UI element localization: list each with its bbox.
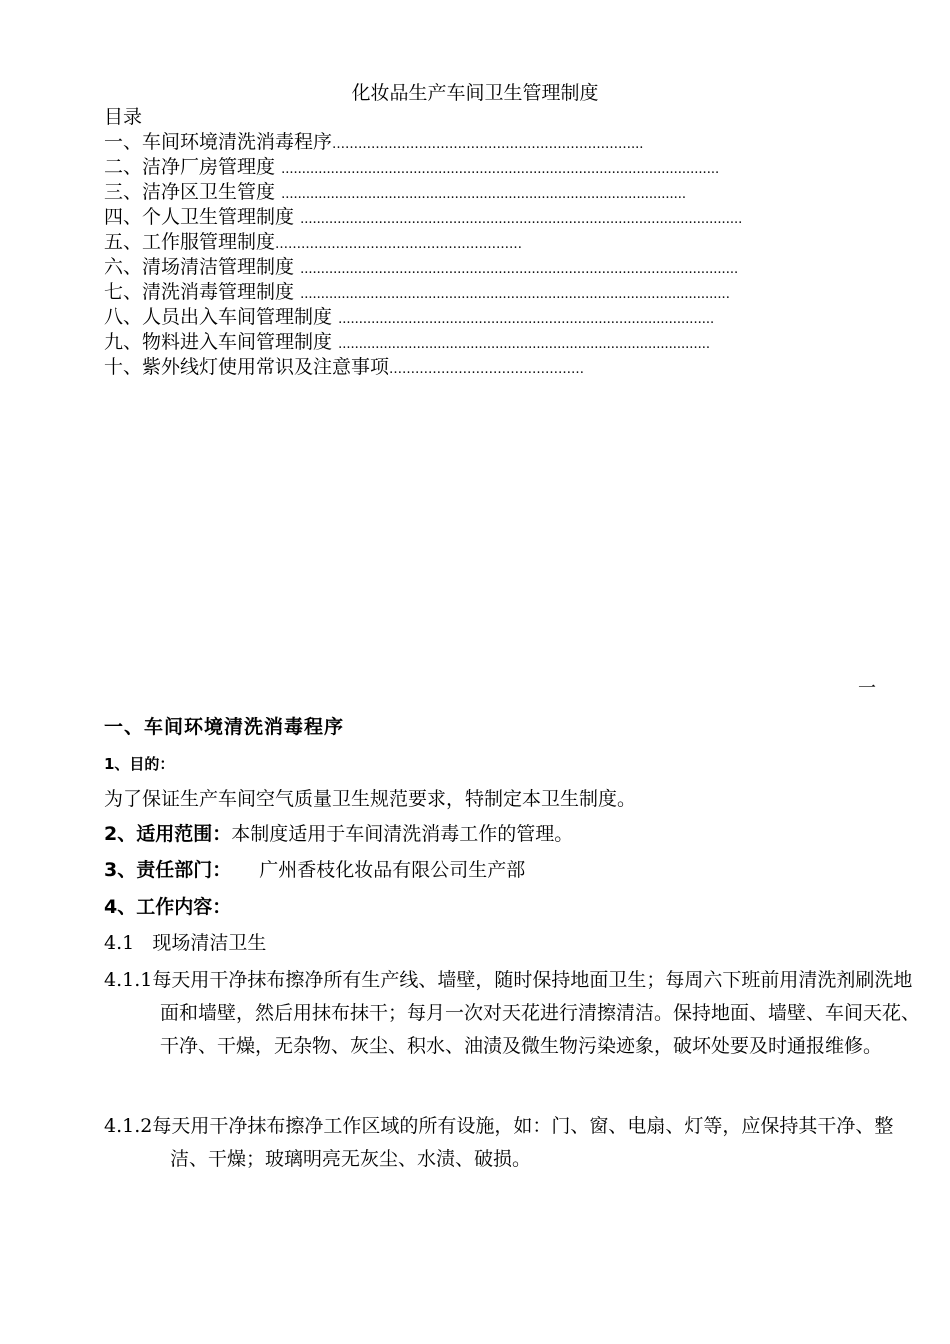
scope-line [104, 820, 573, 848]
scope-text: 本制度适用于车间清洗消毒工作的管理。 [231, 823, 574, 845]
toc-leader: .......................................................................................................... [300, 262, 739, 277]
toc-item-label: 五、工作服管理制度 [104, 231, 276, 253]
toc-leader: ........................................................................................... [338, 312, 715, 327]
toc-item[interactable] [104, 354, 584, 383]
subsection-4-1: 4.1 现场清洁卫生 [104, 932, 267, 954]
purpose-text: 为了保证生产车间空气质量卫生规范要求，特制定本卫生制度。 [104, 788, 637, 810]
document-title: 化妆品生产车间卫生管理制度 [351, 82, 599, 104]
toc-item-label: 四、个人卫生管理制度 [104, 206, 295, 228]
department-line [104, 856, 525, 884]
toc-leader: ………………………………………………… [275, 237, 523, 252]
toc-item-label: 八、人员出入车间管理制度 [104, 306, 333, 328]
toc-leader: .................................................................................................. [281, 187, 687, 202]
content-label: 4、工作内容： [104, 896, 232, 918]
toc-item-label: 七、清洗消毒管理制度 [104, 281, 295, 303]
toc-leader: ........................................................................................................... [300, 212, 743, 227]
toc-heading: 目录 [104, 106, 143, 128]
toc-leader: ……………………………………… [389, 362, 585, 377]
toc-item-label: 九、物料进入车间管理制度 [104, 331, 333, 353]
toc-leader: .......................................................................................................... [281, 162, 720, 177]
content-line [104, 893, 231, 921]
item-4-1-1: 4.1.1每天用干净抹布擦净所有生产线、墙壁，随时保持地面卫生；每周六下班前用清洗剂刷洗地面和墙壁，然后用抹布抹干；每月一次对天花进行清擦清洁。保持地面、墙壁、车间天花、干净、干燥，无杂物、灰尘、积水、油渍及微生物污染迹象，破坏处要及时通报维修。 [104, 969, 921, 1057]
section-heading: 一、车间环境清洗消毒程序 [104, 716, 345, 738]
toc-item-label: 一、车间环境清洗消毒程序 [104, 131, 333, 153]
item-4-1-2: 4.1.2每天用干净抹布擦净工作区域的所有设施，如：门、窗、电扇、灯等，应保持其干净、整洁、干燥；玻璃明亮无灰尘、水渍、破损。 [104, 1115, 894, 1170]
department-text: 广州香枝化妆品有限公司生产部 [259, 859, 526, 881]
toc-item-label: 六、清场清洁管理制度 [104, 256, 295, 278]
toc-leader: ........................................................................................................ [300, 287, 730, 302]
department-label: 3、责任部门： [104, 859, 232, 881]
purpose-label: 1、目的： [104, 755, 175, 773]
toc-item-label: 二、洁净厂房管理度 [104, 156, 276, 178]
toc-item-label: 十、紫外线灯使用常识及注意事项 [104, 356, 390, 378]
scope-label: 2、适用范围： [104, 823, 232, 845]
toc-item-label: 三、洁净区卫生管度 [104, 181, 276, 203]
toc-leader: ……………………………………………………………... [332, 137, 644, 152]
toc-leader: .......................................................................................... [338, 337, 710, 352]
page-number-mark: 一 [858, 678, 876, 699]
